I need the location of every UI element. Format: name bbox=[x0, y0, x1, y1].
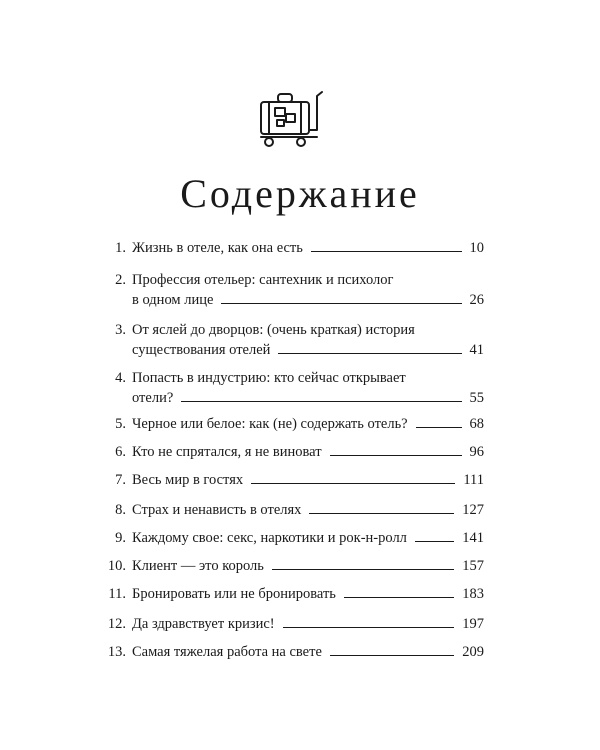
entry-title: Самая тяжелая работа на свете bbox=[132, 644, 322, 660]
page-number: 68 bbox=[469, 416, 484, 432]
entry-title: Каждому свое: секс, наркотики и рок-н-ролл bbox=[132, 530, 407, 546]
page-number: 10 bbox=[469, 240, 484, 256]
leader-line bbox=[416, 415, 462, 428]
entry-number: 9. bbox=[115, 530, 126, 546]
leader-line bbox=[181, 389, 461, 402]
leader-line bbox=[278, 341, 461, 354]
page-number: 157 bbox=[462, 558, 484, 574]
page-number: 127 bbox=[462, 502, 484, 518]
page-title: Содержание bbox=[180, 171, 420, 216]
page-number: 41 bbox=[469, 342, 484, 358]
leader-line bbox=[311, 239, 462, 252]
page-number: 141 bbox=[462, 530, 484, 546]
entry-title: Клиент — это король bbox=[132, 558, 264, 574]
suitcase-trolley-icon bbox=[255, 88, 327, 150]
entry-title-continued: отели? bbox=[132, 390, 174, 406]
page-number: 96 bbox=[469, 444, 484, 460]
leader-line bbox=[330, 443, 462, 456]
entry-title-continued: в одном лице bbox=[132, 292, 214, 308]
entry-title: Жизнь в отеле, как она есть bbox=[132, 240, 303, 256]
page-number: 26 bbox=[469, 292, 484, 308]
leader-line bbox=[272, 557, 454, 570]
page-number: 197 bbox=[462, 616, 484, 632]
entry-title: Да здравствует кризис! bbox=[132, 616, 275, 632]
entry-title: Весь мир в гостях bbox=[132, 472, 244, 488]
entry-number: 3. bbox=[115, 322, 126, 338]
entry-number: 8. bbox=[115, 502, 126, 518]
page-number: 111 bbox=[463, 472, 484, 488]
leader-line bbox=[221, 291, 461, 304]
page-number: 55 bbox=[469, 390, 484, 406]
entry-number: 7. bbox=[115, 472, 126, 488]
entry-title-continued: существования отелей bbox=[132, 342, 271, 358]
entry-number: 13. bbox=[107, 644, 126, 660]
entry-title: Страх и ненависть в отелях bbox=[132, 502, 302, 518]
entry-number: 6. bbox=[115, 444, 126, 460]
entry-number: 11. bbox=[108, 586, 126, 602]
leader-line bbox=[415, 529, 454, 542]
entry-number: 1. bbox=[115, 240, 126, 256]
entry-title: Попасть в индустрию: кто сейчас открывает bbox=[132, 370, 406, 386]
entry-number: 10. bbox=[107, 558, 126, 574]
entry-number: 5. bbox=[115, 416, 126, 432]
leader-line bbox=[344, 585, 454, 598]
leader-line bbox=[251, 471, 455, 484]
page-number: 183 bbox=[462, 586, 484, 602]
entry-number: 4. bbox=[115, 370, 126, 386]
leader-line bbox=[330, 643, 454, 656]
entry-title: От яслей до дворцов: (очень краткая) история bbox=[132, 322, 415, 338]
entry-title: Бронировать или не бронировать bbox=[132, 586, 336, 602]
page-number: 209 bbox=[462, 644, 484, 660]
entry-title: Кто не спрятался, я не виноват bbox=[132, 444, 322, 460]
entry-number: 2. bbox=[115, 272, 126, 288]
leader-line bbox=[309, 501, 454, 514]
entry-title: Профессия отельер: сантехник и психолог bbox=[132, 272, 394, 288]
entry-title: Черное или белое: как (не) содержать отель? bbox=[132, 416, 408, 432]
entry-number: 12. bbox=[107, 616, 126, 632]
leader-line bbox=[283, 615, 455, 628]
